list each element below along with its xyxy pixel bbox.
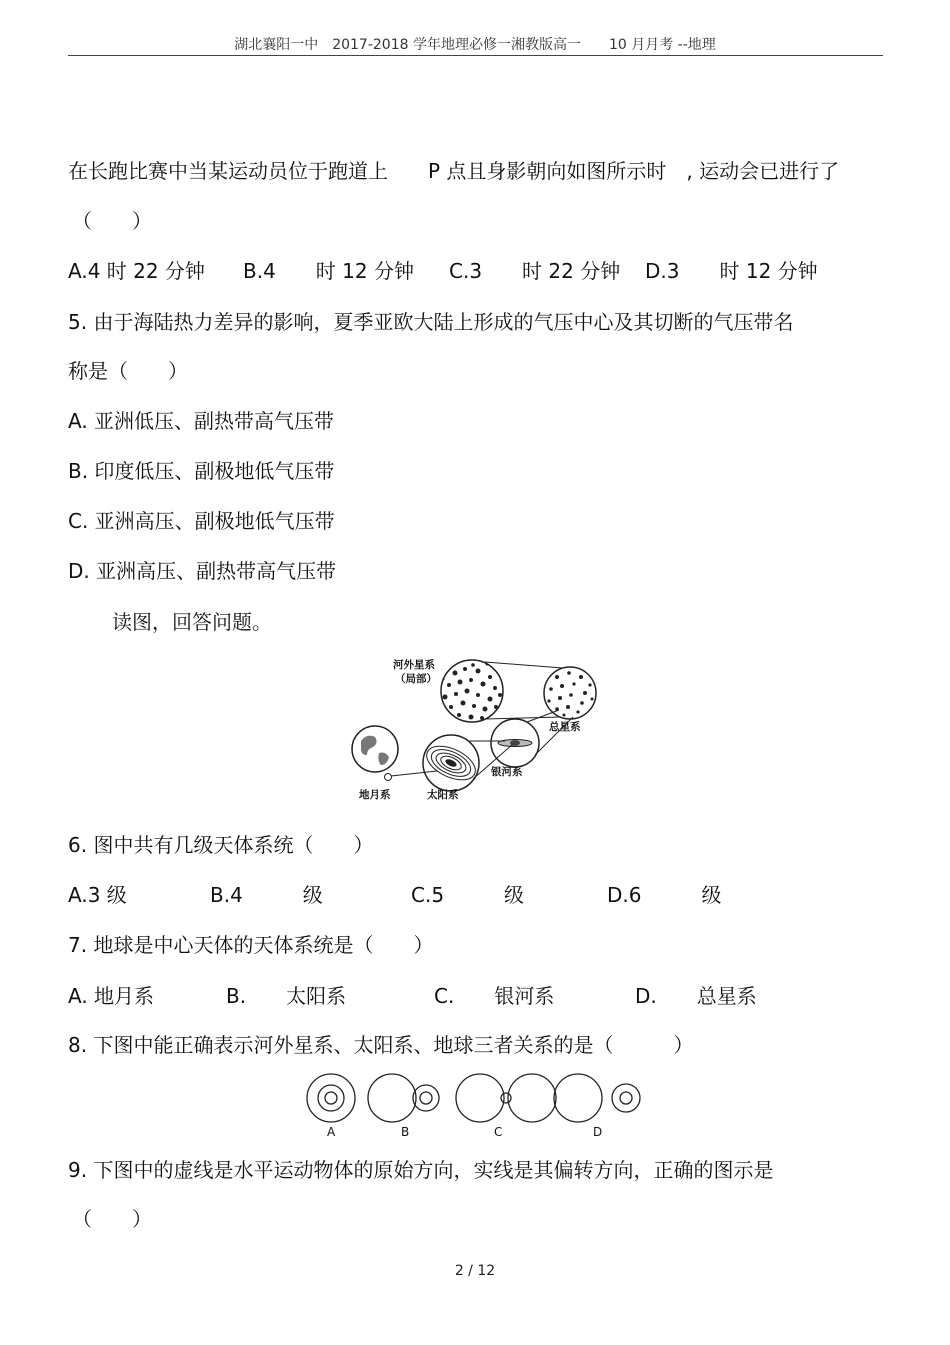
q8-label-b: B <box>401 1125 410 1139</box>
q8-figure-b <box>368 1074 439 1122</box>
q7-option-d: D. 总星系 <box>635 984 757 1008</box>
earth-moon-circle <box>352 726 398 781</box>
label-extragalactic: 河外星系 <box>393 659 435 671</box>
q5-option-a: A. 亚洲低压、副热带高气压带 <box>68 409 335 433</box>
q8-figure-a <box>307 1074 355 1122</box>
q7-stem: 7. 地球是中心天体的天体系统是（ ） <box>68 933 434 957</box>
q9-stem-line2: （ ） <box>72 1207 152 1231</box>
label-solar-system: 太阳系 <box>427 789 459 801</box>
milky-way-circle <box>491 719 539 767</box>
q4-stem-line1: 在长跑比赛中当某运动员位于跑道上 P 点且身影朝向如图所示时 , 运动会已进行了 <box>68 159 840 183</box>
celestial-systems-figure <box>345 655 610 805</box>
q4-option-d: D.3 时 12 分钟 <box>645 259 818 283</box>
q5-stem-line1: 5. 由于海陆热力差异的影响，夏季亚欧大陆上形成的气压中心及其切断的气压带名 <box>68 310 794 334</box>
q9-stem-line1: 9. 下图中的虚线是水平运动物体的原始方向，实线是其偏转方向，正确的图示是 <box>68 1158 774 1182</box>
q5-option-d: D. 亚洲高压、副热带高气压带 <box>68 559 337 583</box>
universe-circle <box>544 667 596 719</box>
q8-label-a: A <box>327 1125 336 1139</box>
q4-option-b: B.4 时 12 分钟 <box>243 259 414 283</box>
label-milky-way: 银河系 <box>491 766 523 778</box>
q5-stem-line2: 称是（ ） <box>68 359 188 383</box>
read-figure-prompt: 读图，回答问题。 <box>112 610 272 634</box>
label-earth-moon: 地月系 <box>359 789 391 801</box>
q8-figure-c <box>456 1074 556 1122</box>
label-universe: 总星系 <box>549 721 581 733</box>
q6-option-c: C.5 级 <box>411 883 525 907</box>
q8-stem: 8. 下图中能正确表示河外星系、太阳系、地球三者关系的是（ ） <box>68 1033 694 1057</box>
q5-option-b: B. 印度低压、副极地低气压带 <box>68 459 335 483</box>
q8-label-d: D <box>593 1125 603 1139</box>
q4-stem-line2: （ ） <box>72 209 152 233</box>
q7-option-b: B. 太阳系 <box>226 984 347 1008</box>
q7-option-c: C. 银河系 <box>434 984 555 1008</box>
label-extragalactic-sub: （局部） <box>395 673 437 685</box>
page-number: 2 / 12 <box>454 1263 496 1279</box>
q6-option-b: B.4 级 <box>210 883 323 907</box>
header-rule <box>68 55 883 56</box>
q4-option-c: C.3 时 22 分钟 <box>449 259 621 283</box>
q6-option-d: D.6 级 <box>607 883 722 907</box>
extragalactic-galaxy-circle <box>441 660 507 722</box>
q4-option-a: A.4 时 22 分钟 <box>68 259 205 283</box>
solar-system-circle <box>422 735 481 791</box>
q6-option-a: A.3 级 <box>68 883 127 907</box>
page-header: 湖北襄阳一中 2017-2018 学年地理必修一湘教版高一 10 月月考 --地理 <box>234 37 716 53</box>
q8-figure-d <box>554 1074 640 1122</box>
q8-options-figure <box>300 1068 650 1143</box>
q8-label-c: C <box>494 1125 503 1139</box>
q5-option-c: C. 亚洲高压、副极地低气压带 <box>68 509 335 533</box>
q6-stem: 6. 图中共有几级天体系统（ ） <box>68 833 374 857</box>
q7-option-a: A. 地月系 <box>68 984 155 1008</box>
